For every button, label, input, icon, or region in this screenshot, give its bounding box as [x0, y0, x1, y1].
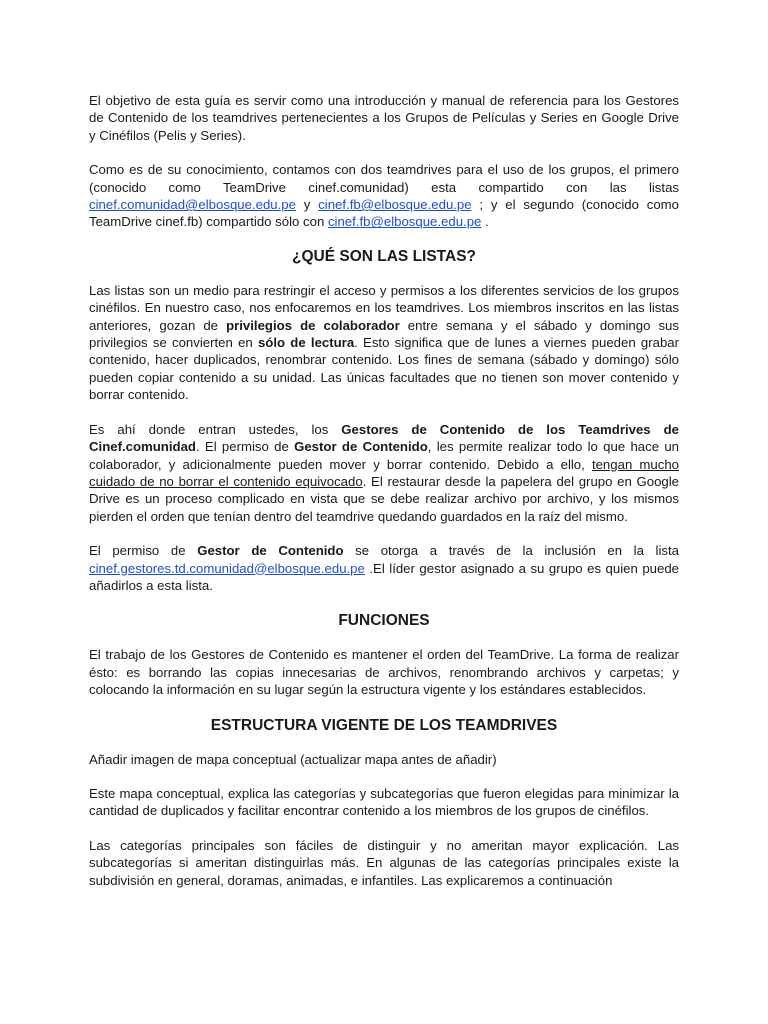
text-span: . Esto significa que de lunes a viernes pueden grabar contenido, hacer duplicados, renombrar contenido. Los fines de semana (sábado y domingo) sólo pueden copiar contenido a su unidad. Las únicas facultades que no tienen son mover contenido y borrar contenido.: [89, 335, 680, 403]
gestores-paragraph: [89, 421, 679, 525]
teamdrives-paragraph: [89, 161, 679, 231]
email-link-comunidad[interactable]: cinef.comunidad@elbosque.edu.pe: [89, 197, 296, 213]
bold-text: privilegios de colaborador: [226, 317, 400, 333]
bold-text: Gestor de Contenido: [294, 439, 428, 455]
section-heading-funciones: FUNCIONES: [338, 612, 430, 630]
text-span: . El restaurar desde la papelera del grupo en Google Drive es un proceso complicado en vista que se debe realizar archivo por archivo, y los mismos pierden el orden que tenían dentro del teamdrive quedando guardados en la raíz del mismo.: [89, 473, 680, 524]
text-span: .: [481, 214, 489, 230]
text-span: entre semana y el sábado y domingo sus privilegios se convierten en: [89, 317, 679, 351]
listas-paragraph: [89, 282, 679, 404]
text-span: Como es de su conocimiento, contamos con dos teamdrives para el uso de los grupos, el primero (conocido como TeamDrive cinef.comunidad) esta compartido con las listas: [89, 162, 679, 195]
categorias-paragraph: Las categorías principales son fáciles de distinguir y no ameritan mayor explicación. Las subcategorías si ameritan distinguirlas más. En algunas de las categorías principales existe la subdivisión en general, doramas, animadas, e infantiles. Las explicaremos a continuación: [89, 837, 679, 888]
text-span: Es ahí donde entran ustedes, los: [89, 421, 342, 437]
bold-text: Gestor de Contenido: [197, 543, 344, 559]
bold-text: sólo de lectura: [257, 335, 355, 351]
permiso-paragraph: [89, 542, 679, 594]
text-span: Las listas son un medio para restringir el acceso y permisos a los diferentes servicios de los grupos cinéfilos. En nuestro caso, nos enfocaremos en los teamdrives. Los miembros inscritos en las listas anteriores, gozan de: [89, 282, 679, 333]
underlined-warning: tengan mucho cuidado de no borrar el contenido equivocado: [89, 456, 679, 489]
text-span: y: [295, 197, 319, 213]
document-body: [89, 92, 679, 889]
bold-text: Gestores de Contenido de los Teamdrives de Cinef.comunidad: [89, 421, 679, 455]
text-span: , les permite realizar todo lo que hace un colaborador, y adicionalmente pueden mover y borrar contenido. Debido a ello,: [89, 439, 680, 472]
mapa-placeholder-paragraph: Añadir imagen de mapa conceptual (actualizar mapa antes de añadir): [89, 751, 497, 767]
email-link-gestores[interactable]: cinef.gestores.td.comunidad@elbosque.edu.pe: [89, 560, 365, 576]
text-span: ; y el segundo (conocido como TeamDrive cinef.fb) compartido sólo con: [89, 197, 679, 230]
text-span: .El líder gestor asignado a su grupo es quien puede añadirlos a esta lista.: [89, 560, 679, 593]
section-heading-listas: ¿QUÉ SON LAS LISTAS?: [292, 247, 476, 265]
intro-paragraph: El objetivo de esta guía es servir como una introducción y manual de referencia para los Gestores de Contenido de los teamdrives pertenecientes a los Grupos de Películas y Series en Google Drive y Cinéfilos (Pelis y Series).: [89, 93, 679, 143]
email-link-fb[interactable]: cinef.fb@elbosque.edu.pe: [318, 197, 472, 213]
text-span: . El permiso de: [195, 439, 295, 455]
text-span: se otorga a través de la inclusión en la lista: [343, 543, 679, 559]
section-heading-estructura: ESTRUCTURA VIGENTE DE LOS TEAMDRIVES: [210, 716, 558, 734]
funciones-paragraph: El trabajo de los Gestores de Contenido es mantener el orden del TeamDrive. La forma de realizar ésto: es borrando las copias innecesarias de archivos, renombrando archivos y carpetas; y colocando la información en su lugar según la estructura vigente y los estándares establecidos.: [89, 647, 679, 698]
email-link-fb-2[interactable]: cinef.fb@elbosque.edu.pe: [327, 214, 482, 230]
mapa-paragraph: Este mapa conceptual, explica las categorías y subcategorías que fueron elegidas para minimizar la cantidad de duplicados y facilitar encontrar contenido a los miembros de los grupos de cinéfilos.: [89, 785, 679, 819]
text-span: El permiso de: [89, 543, 198, 559]
